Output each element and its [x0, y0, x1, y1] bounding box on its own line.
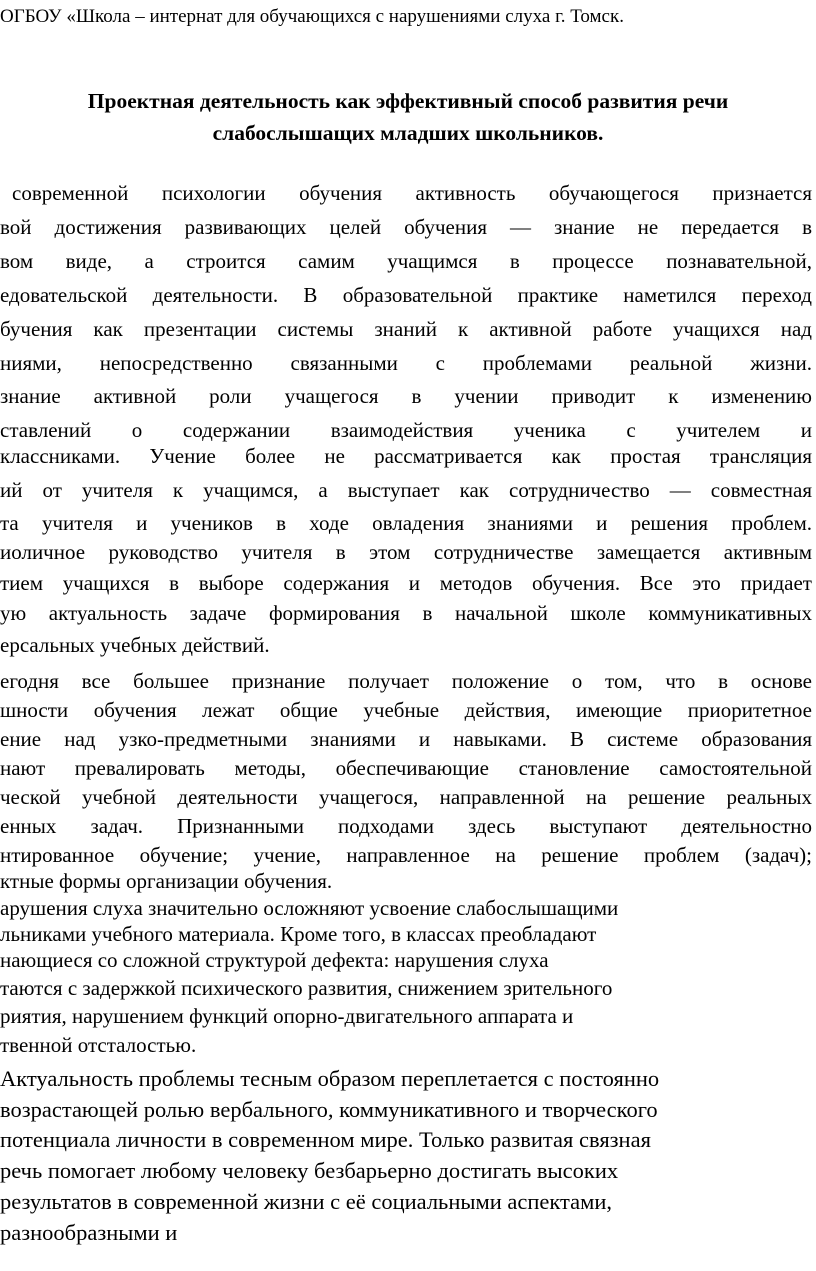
paragraph-line: льниками учебного материала. Кроме того, в классах преобладают — [0, 922, 597, 946]
paragraph-line: егодня все большее признание получает положение о том, что в основе — [0, 669, 812, 693]
document-header: ОГБОУ «Школа – интернат для обучающихся с нарушениями слуха г. Томск. — [0, 6, 624, 27]
paragraph-line: бучения как презентации системы знаний к активной работе учащихся над — [0, 317, 812, 341]
paragraph-line: енных задач. Признанными подходами здесь выступают деятельностно — [0, 814, 812, 838]
paragraph-line: вой достижения развивающих целей обучения — знание не передается в — [0, 215, 812, 239]
paragraph-line: возрастающей ролью вербального, коммуникативного и творческого — [0, 1097, 658, 1122]
paragraph-line: Актуальность проблемы тесным образом переплетается с постоянно — [0, 1066, 660, 1091]
paragraph-line: нающиеся со сложной структурой дефекта: нарушения слуха — [0, 948, 549, 972]
paragraph-line: разнообразными и — [0, 1220, 178, 1245]
paragraph-line: ение над узко-предметными знаниями и навыками. В системе образования — [0, 727, 812, 751]
paragraph-line: нают превалировать методы, обеспечивающие становление самостоятельной — [0, 756, 812, 780]
paragraph-line: ктные формы организации обучения. — [0, 869, 333, 893]
paragraph-line: едовательской деятельности. В образовательной практике наметился переход — [0, 283, 812, 307]
paragraph-line: риятия, нарушением функций опорно-двигательного аппарата и — [0, 1004, 574, 1028]
paragraph-line: ую актуальность задаче формирования в начальной школе коммуникативных — [0, 601, 812, 625]
paragraph-line: речь помогает любому человеку безбарьерно достигать высоких — [0, 1158, 619, 1183]
paragraph-line: ческой учебной деятельности учащегося, направленной на решение реальных — [0, 785, 812, 809]
paragraph-line: современной психологии обучения активность обучающегося признается — [12, 181, 812, 205]
paragraph-line: ставлений о содержании взаимодействия ученика с учителем и — [0, 418, 812, 442]
paragraph-line: потенциала личности в современном мире. Только развитая связная — [0, 1127, 651, 1152]
paragraph-line: твенной отсталостью. — [0, 1033, 197, 1057]
document-title-line-2: слабослышащих младших школьников. — [212, 121, 604, 145]
paragraph-line: тием учащихся в выборе содержания и методов обучения. Все это придает — [0, 571, 812, 595]
paragraph-line: результатов в современной жизни с её социальными аспектами, — [0, 1189, 613, 1214]
paragraph-line: вом виде, а строится самим учащимся в процессе познавательной, — [0, 249, 812, 273]
paragraph-line: таются с задержкой психического развития, снижением зрительного — [0, 976, 613, 1000]
paragraph-line: классниками. Учение более не рассматривается как простая трансляция — [0, 444, 812, 468]
paragraph-line: та учителя и учеников в ходе овладения знаниями и решения проблем. — [0, 511, 812, 535]
paragraph-line: нтированное обучение; учение, направленное на решение проблем (задач); — [0, 843, 812, 867]
paragraph-line: ниями, непосредственно связанными с проблемами реальной жизни. — [0, 351, 812, 375]
paragraph-line: арушения слуха значительно осложняют усвоение слабослышащими — [0, 896, 619, 920]
paragraph-line: шности обучения лежат общие учебные действия, имеющие приоритетное — [0, 698, 812, 722]
paragraph-line: ерсальных учебных действий. — [0, 633, 270, 657]
document-title-line-1: Проектная деятельность как эффективный способ развития речи — [87, 89, 729, 113]
paragraph-line: знание активной роли учащегося в учении приводит к изменению — [0, 384, 812, 408]
paragraph-line: иоличное руководство учителя в этом сотрудничестве замещается активным — [0, 540, 812, 564]
paragraph-line: ий от учителя к учащимся, а выступает как сотрудничество — совместная — [0, 478, 812, 502]
